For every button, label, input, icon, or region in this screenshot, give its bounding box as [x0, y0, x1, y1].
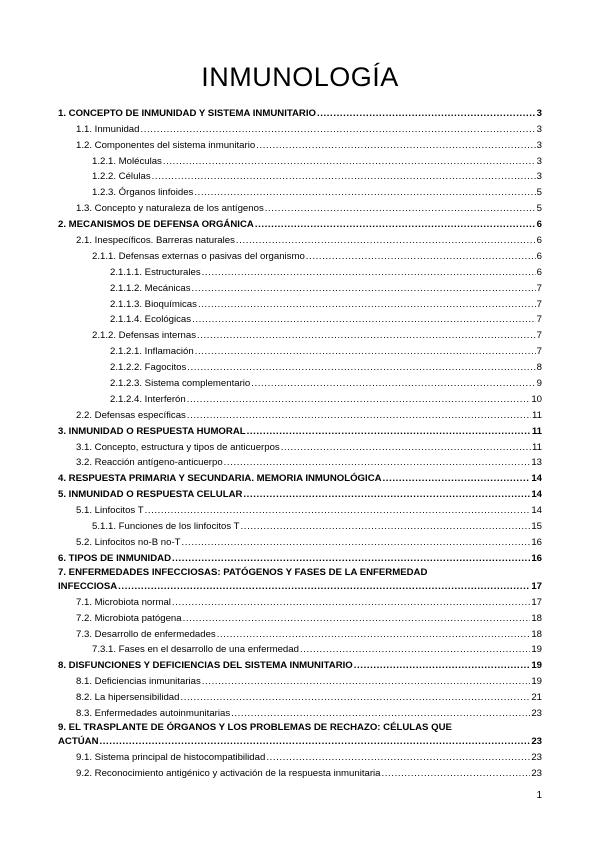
toc-page-number: 6 — [536, 250, 542, 262]
dot-leader — [266, 750, 530, 765]
toc-entry-text: 5.2. Linfocitos no-B no-T — [76, 536, 181, 548]
dot-leader — [383, 471, 531, 486]
toc-entry — [58, 232, 542, 248]
toc-entry-link[interactable] — [58, 216, 542, 232]
toc-entry — [58, 534, 542, 550]
toc-page-number: 5 — [536, 187, 542, 199]
dot-leader — [197, 328, 536, 343]
toc-entry — [58, 248, 542, 264]
dot-leader — [118, 580, 530, 594]
toc-entry-text: 1.2.1. Moléculas — [92, 155, 162, 167]
toc-entry — [58, 153, 542, 169]
toc-page-number: 15 — [531, 521, 542, 533]
toc-entry-link[interactable] — [58, 439, 542, 455]
toc-entry-link[interactable] — [58, 407, 542, 423]
toc-entry-text: 9.2. Reconocimiento antigénico y activación de la respuesta inmunitaria — [76, 767, 381, 779]
toc-page-number: 16 — [531, 536, 542, 548]
toc-entry — [58, 343, 542, 359]
toc-entry-text: 1.2. Componentes del sistema inmunitario — [76, 139, 256, 151]
toc-page-number: 16 — [531, 552, 542, 564]
toc-entry-text: 2.2. Defensas específicas — [76, 409, 186, 421]
toc-entry-link[interactable] — [58, 657, 542, 673]
toc-page-number: 11 — [532, 441, 542, 453]
toc-entry — [58, 375, 542, 391]
toc-entry-link[interactable] — [58, 749, 542, 765]
toc-entry — [58, 657, 542, 673]
toc-entry — [58, 423, 542, 439]
toc-entry — [58, 518, 542, 534]
toc-entry — [58, 280, 542, 296]
toc-page-number: 19 — [531, 644, 542, 656]
toc-entry-link[interactable] — [58, 502, 542, 518]
toc-page-number: 7 — [536, 298, 542, 310]
dot-leader — [187, 360, 535, 375]
toc-entry-text: 2.1.1.4. Ecológicas — [110, 314, 192, 326]
dot-leader — [140, 122, 535, 137]
dot-leader — [192, 281, 536, 296]
toc-entry-text: 9. EL TRASPLANTE DE ÓRGANOS Y LOS PROBLEMAS DE RECHAZO: CÉLULAS QUE — [58, 721, 452, 733]
toc-entry-text: 1.1. Inmunidad — [76, 123, 140, 135]
toc-page-number: 7 — [536, 346, 542, 358]
toc-entry-link[interactable] — [58, 280, 542, 296]
toc-entry-link[interactable] — [58, 248, 542, 264]
dot-leader — [241, 519, 531, 534]
toc-page-number: 19 — [531, 660, 542, 672]
dot-leader — [172, 595, 530, 610]
toc-entry-text: 2.1. Inespecíficos. Barreras naturales — [76, 235, 235, 247]
toc-page-number: 10 — [531, 393, 542, 405]
dot-leader — [180, 690, 530, 705]
toc-page-number: 3 — [536, 139, 542, 151]
toc-entry-text: 1.3. Concepto y naturaleza de los antígenos — [76, 203, 264, 215]
toc-entry — [58, 439, 542, 455]
toc-entry-link[interactable] — [58, 200, 542, 216]
toc-entry-link[interactable] — [58, 359, 542, 375]
toc-entry-link[interactable] — [58, 610, 542, 626]
toc-entry-text: 5. INMUNIDAD O RESPUESTA CELULAR — [58, 489, 243, 501]
toc-entry-link[interactable] — [58, 232, 542, 248]
toc-entry-text: 7. ENFERMEDADES INFECCIOSAS: PATÓGENOS Y FASES DE LA ENFERMEDAD — [58, 566, 428, 578]
toc-entry — [58, 296, 542, 312]
toc-page-number: 14 — [531, 489, 542, 501]
toc-entry-link[interactable] — [58, 470, 542, 486]
toc-page-number: 6 — [536, 266, 542, 278]
dot-leader — [224, 455, 531, 470]
dot-leader — [354, 658, 531, 673]
toc-entry-text: 7.2. Microbiota patógena — [76, 612, 182, 624]
toc-entry — [58, 626, 542, 642]
toc-page-number: 21 — [531, 692, 542, 704]
toc-entry-link[interactable] — [58, 642, 542, 658]
toc-entry-link[interactable] — [58, 673, 542, 689]
document-title: INMUNOLOGÍA — [201, 62, 399, 92]
dot-leader — [152, 169, 536, 184]
toc-entry-link[interactable] — [58, 343, 542, 359]
toc-page-number: 23 — [531, 767, 542, 779]
toc-entry-link[interactable] — [58, 105, 542, 121]
toc-entry-link[interactable] — [58, 375, 542, 391]
toc-entry — [58, 689, 542, 705]
toc-entry-link[interactable] — [58, 626, 542, 642]
toc-entry-link[interactable] — [58, 689, 542, 705]
toc-entry — [58, 216, 542, 232]
toc-entry-link[interactable] — [58, 327, 542, 343]
toc-entry-text: 3.2. Reacción antígeno-anticuerpo — [76, 457, 223, 469]
dot-leader — [306, 249, 536, 264]
toc-entry-link[interactable] — [58, 594, 542, 610]
toc-page-number: 6 — [536, 219, 542, 231]
toc-entry-text: 4. RESPUESTA PRIMARIA Y SECUNDARIA. MEMORIA INMUNOLÓGICA — [58, 473, 382, 485]
toc-entry-text: 2.1.2.3. Sistema complementario — [110, 378, 251, 390]
toc-entry-text: 8. DISFUNCIONES Y DEFICIENCIAS DEL SISTEMA INMUNITARIO — [58, 660, 353, 672]
dot-leader — [247, 424, 531, 439]
toc-entry-text: 8.1. Deficiencias inmunitarias — [76, 676, 201, 688]
toc-entry-text: 8.3. Enfermedades autoinmunitarias — [76, 707, 231, 719]
toc-page-number: 3 — [536, 171, 542, 183]
toc-entry-text: 9.1. Sistema principal de histocompatibilidad — [76, 751, 266, 763]
toc-entry-link[interactable] — [58, 486, 542, 502]
toc-entry-link[interactable] — [58, 518, 542, 534]
toc-entry-text: 2.1.2. Defensas internas — [92, 330, 196, 342]
toc-entry — [58, 673, 542, 689]
toc-entry-link[interactable] — [58, 721, 542, 749]
toc-entry-text: 3. INMUNIDAD O RESPUESTA HUMORAL — [58, 425, 246, 437]
toc-entry-text: 2.1.2.4. Interferón — [110, 393, 186, 405]
dot-leader — [172, 551, 530, 566]
toc-entry-text: 7.3. Desarrollo de enfermedades — [76, 628, 216, 640]
dot-leader — [100, 735, 531, 749]
toc-page-number: 14 — [531, 505, 542, 517]
toc-entry-link[interactable] — [58, 550, 542, 566]
toc-entry — [58, 749, 542, 765]
toc-entry — [58, 502, 542, 518]
toc-entry-link[interactable] — [58, 312, 542, 328]
dot-leader — [198, 297, 536, 312]
toc-entry-text: 2.1.1. Defensas externas o pasivas del organismo — [92, 250, 305, 262]
toc-page-number: 5 — [536, 203, 542, 215]
toc-entry-link[interactable] — [58, 423, 542, 439]
toc-entry — [58, 455, 542, 471]
toc-entry — [58, 642, 542, 658]
toc-entry — [58, 137, 542, 153]
toc-page-number: 18 — [531, 612, 542, 624]
toc-entry — [58, 566, 542, 594]
toc-entry — [58, 264, 542, 280]
dot-leader — [183, 611, 531, 626]
toc-entry — [58, 312, 542, 328]
toc-entry-text: 6. TIPOS DE INMUNIDAD — [58, 552, 172, 564]
dot-leader — [202, 265, 536, 280]
toc-entry — [58, 550, 542, 566]
dot-leader — [182, 535, 531, 550]
toc-page-number: 8 — [536, 362, 542, 374]
toc-entry-link[interactable] — [58, 534, 542, 550]
toc-entry-text: 1. CONCEPTO DE INMUNIDAD Y SISTEMA INMUNITARIO — [58, 107, 316, 119]
toc-page-number: 6 — [536, 235, 542, 247]
toc-page-number: 11 — [532, 409, 542, 421]
toc-page-number: 7 — [536, 282, 542, 294]
toc-entry-link[interactable] — [58, 705, 542, 721]
toc-entry — [58, 705, 542, 721]
toc-entry-text: 2.1.1.1. Estructurales — [110, 266, 201, 278]
toc-entry-text: 2.1.1.2. Mecánicas — [110, 282, 191, 294]
toc-page-number: 18 — [531, 628, 542, 640]
toc-entry-text: 2. MECANISMOS DE DEFENSA ORGÁNICA — [58, 219, 254, 231]
toc-page-number: 14 — [531, 473, 542, 485]
toc-page-number: 17 — [531, 580, 542, 592]
toc-entry-link[interactable] — [58, 184, 542, 200]
dot-leader — [194, 185, 535, 200]
toc-entry-text: 2.1.1.3. Bioquímicas — [110, 298, 197, 310]
toc-entry-text: 1.2.2. Células — [92, 171, 151, 183]
toc-entry — [58, 486, 542, 502]
toc-entry-text: 5.1.1. Funciones de los linfocitos T — [92, 521, 240, 533]
toc-entry-link[interactable] — [58, 391, 542, 407]
toc-entry — [58, 470, 542, 486]
toc-entry — [58, 105, 542, 121]
toc-entry-text: 1.2.3. Órganos linfoides — [92, 187, 194, 199]
dot-leader — [243, 487, 530, 502]
dot-leader — [145, 503, 531, 518]
dot-leader — [187, 408, 531, 423]
toc-entry-link[interactable] — [58, 455, 542, 471]
dot-leader — [281, 440, 531, 455]
dot-leader — [195, 344, 536, 359]
toc-page-number: 17 — [531, 596, 542, 608]
toc-entry-text: 2.1.2.2. Fagocitos — [110, 362, 187, 374]
dot-leader — [236, 233, 536, 248]
toc-page-number: 23 — [531, 707, 542, 719]
toc-entry — [58, 721, 542, 749]
table-of-contents — [58, 105, 542, 781]
dot-leader — [251, 376, 535, 391]
toc-entry — [58, 184, 542, 200]
toc-page-number: 3 — [536, 123, 542, 135]
dot-leader — [231, 706, 530, 721]
toc-entry-link[interactable] — [58, 566, 542, 594]
dot-leader — [202, 674, 531, 689]
dot-leader — [317, 106, 536, 121]
toc-entry-link[interactable] — [58, 153, 542, 169]
toc-page-number: 7 — [536, 330, 542, 342]
toc-entry-link[interactable] — [58, 296, 542, 312]
toc-page-number: 19 — [531, 676, 542, 688]
toc-entry — [58, 407, 542, 423]
dot-leader — [163, 154, 536, 169]
toc-entry-text-continued: INFECCIOSA — [58, 580, 118, 592]
dot-leader — [382, 766, 531, 781]
toc-entry — [58, 359, 542, 375]
toc-page-number: 3 — [536, 107, 542, 119]
toc-entry-link[interactable] — [58, 765, 542, 781]
toc-entry — [58, 391, 542, 407]
dot-leader — [300, 642, 530, 657]
toc-page-number: 9 — [536, 378, 542, 390]
toc-entry-link[interactable] — [58, 169, 542, 185]
toc-entry — [58, 610, 542, 626]
toc-page-number: 23 — [531, 735, 542, 747]
toc-entry-link[interactable] — [58, 121, 542, 137]
toc-page-number: 13 — [531, 457, 542, 469]
toc-entry-text: 7.3.1. Fases en el desarrollo de una enfermedad — [92, 644, 299, 656]
page-number: 1 — [536, 790, 542, 801]
toc-entry-text-continued: ACTÚAN — [58, 735, 99, 747]
dot-leader — [265, 201, 536, 216]
toc-page-number: 11 — [531, 425, 542, 437]
toc-entry-link[interactable] — [58, 137, 542, 153]
dot-leader — [192, 312, 536, 327]
toc-entry — [58, 121, 542, 137]
toc-entry-text: 8.2. La hipersensibilidad — [76, 692, 180, 704]
toc-entry — [58, 594, 542, 610]
toc-page-number: 7 — [536, 314, 542, 326]
dot-leader — [256, 138, 535, 153]
toc-entry-link[interactable] — [58, 264, 542, 280]
dot-leader — [255, 217, 536, 232]
toc-page-number: 3 — [536, 155, 542, 167]
toc-entry — [58, 327, 542, 343]
toc-entry — [58, 765, 542, 781]
toc-entry-text: 7.1. Microbiota normal — [76, 596, 171, 608]
toc-entry — [58, 200, 542, 216]
toc-entry-text: 5.1. Linfocitos T — [76, 505, 144, 517]
toc-page-number: 23 — [531, 751, 542, 763]
dot-leader — [217, 627, 531, 642]
dot-leader — [187, 392, 531, 407]
toc-entry-text: 3.1. Concepto, estructura y tipos de anticuerpos — [76, 441, 280, 453]
toc-entry — [58, 169, 542, 185]
toc-entry-text: 2.1.2.1. Inflamación — [110, 346, 194, 358]
